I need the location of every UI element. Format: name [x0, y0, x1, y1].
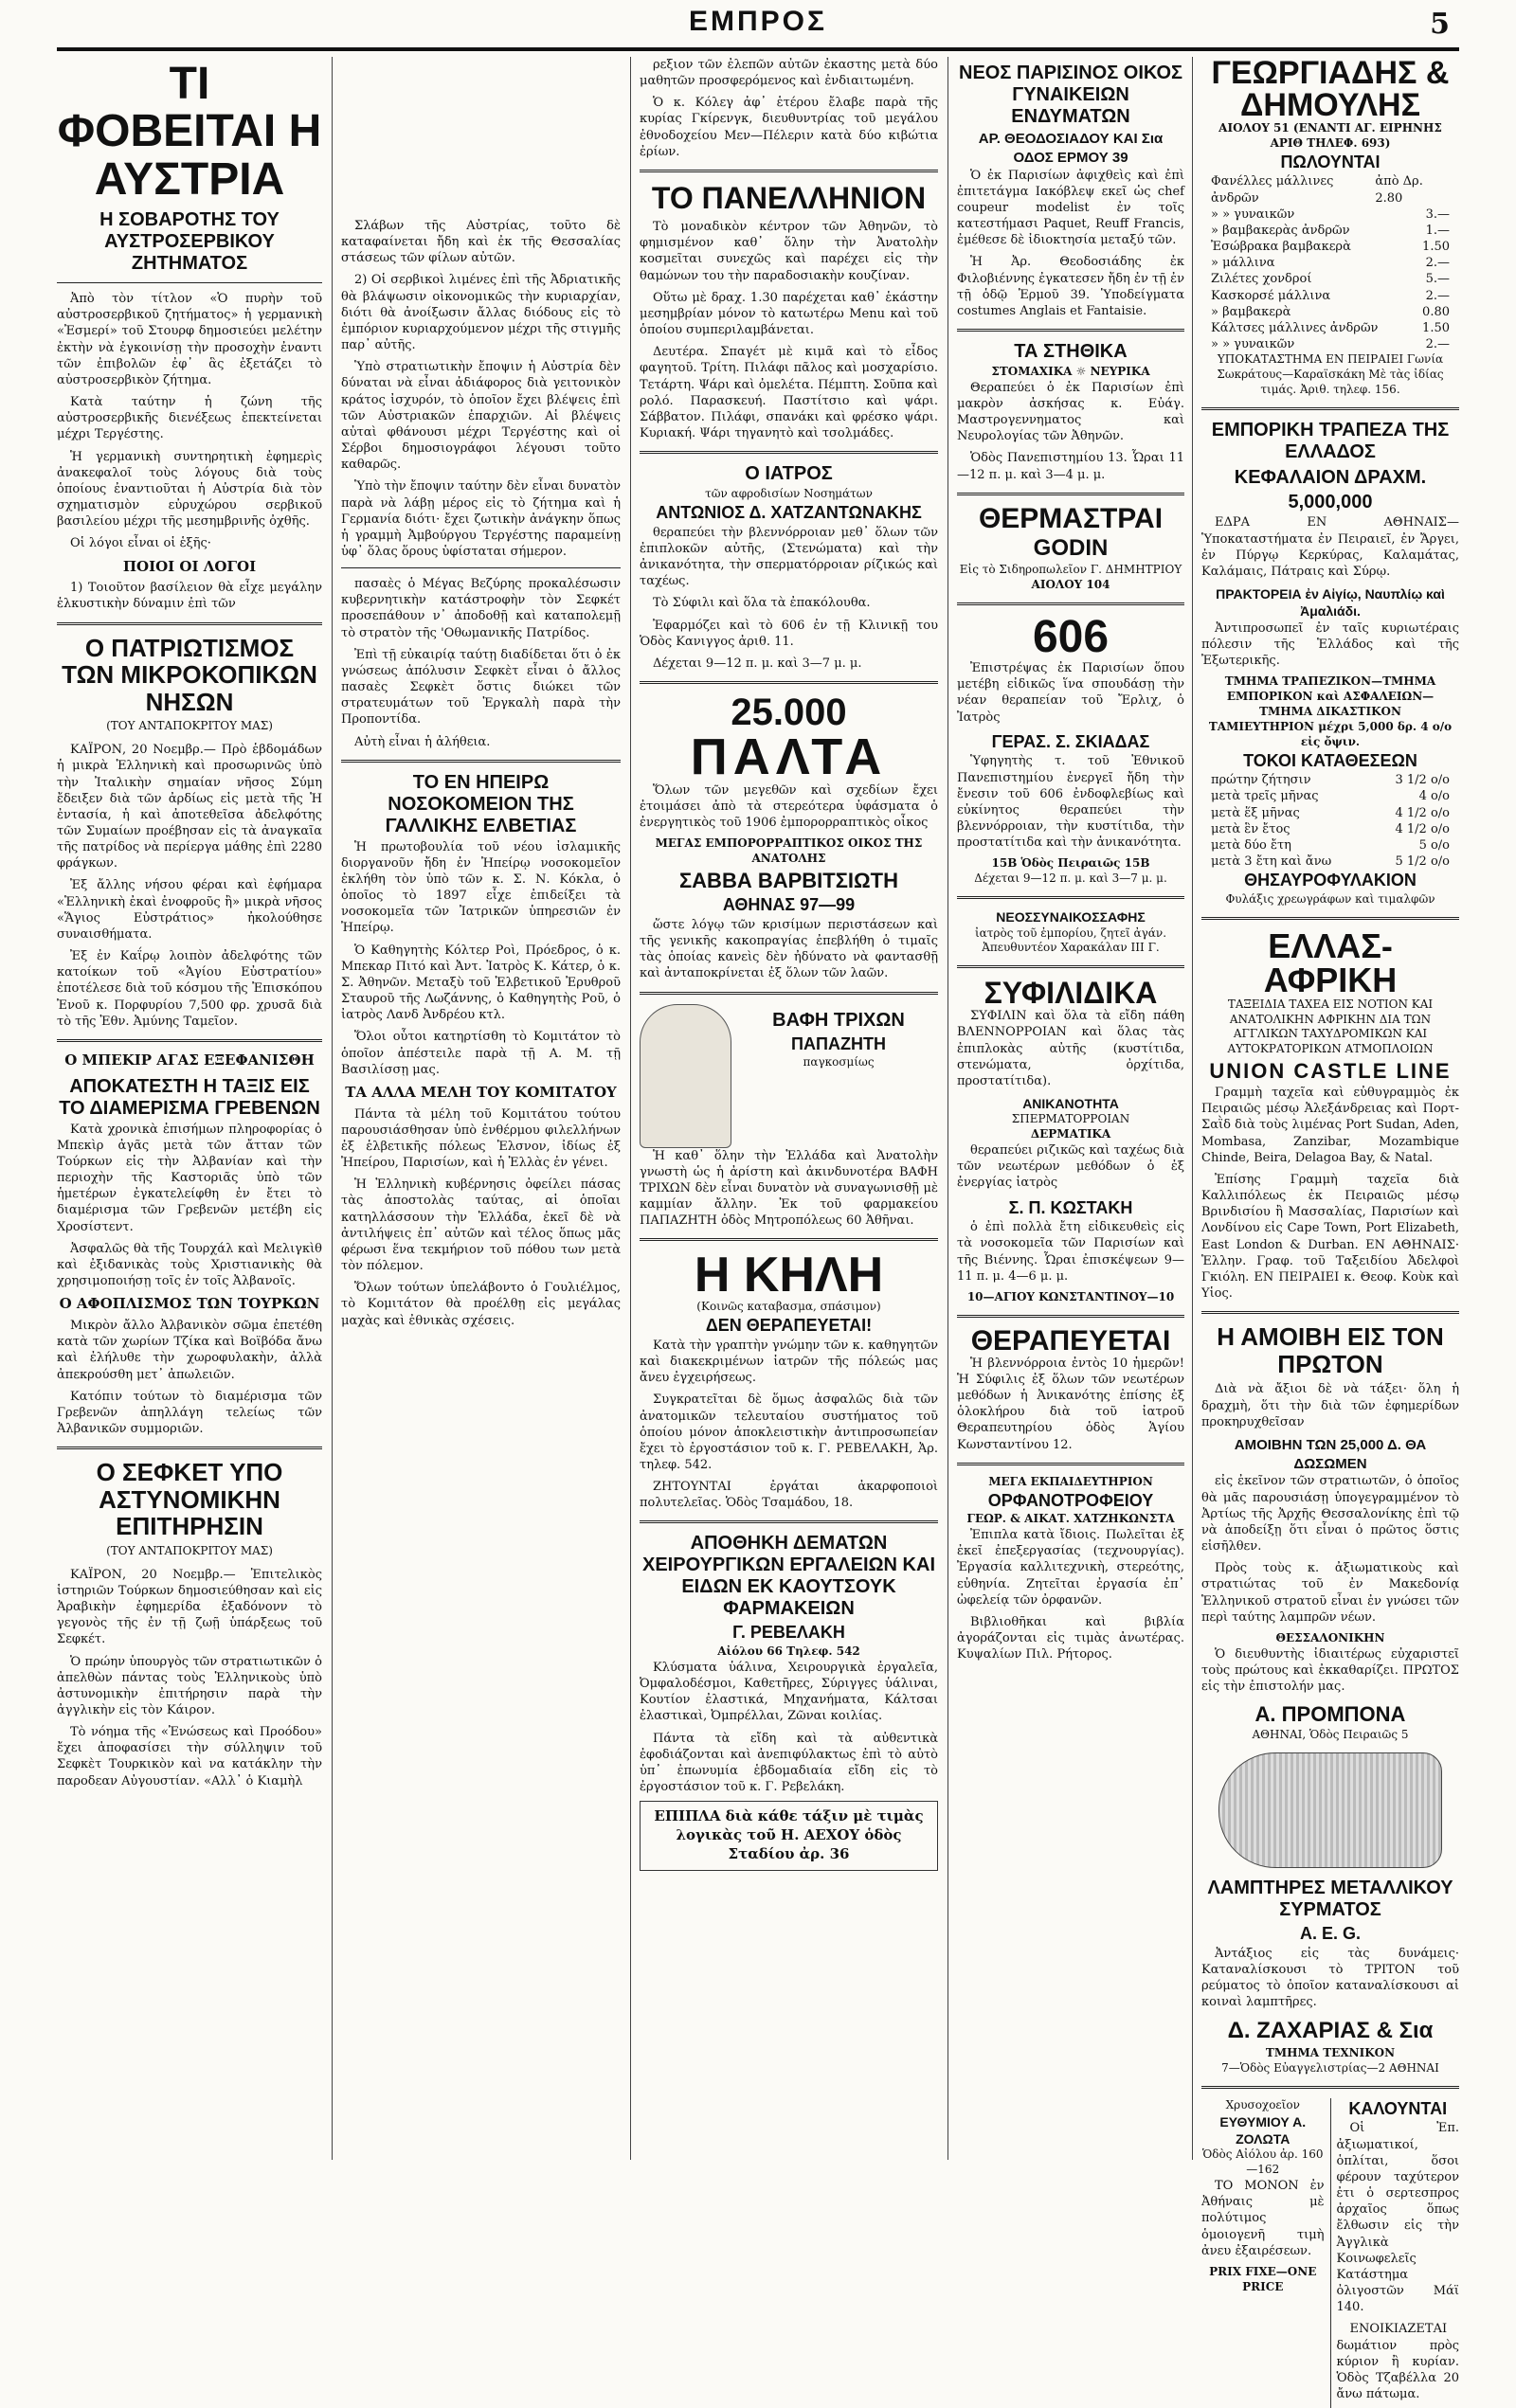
rate-term: μετὰ δύο ἔτη	[1211, 837, 1291, 853]
ad-doctor-skiadas: ΓΕΡΑΣ. Σ. ΣΚΙΑΔΑΣ	[991, 731, 1150, 751]
ad-surgical-title: ΑΠΟΘΗΚΗ ΔΕΜΑΤΩΝ ΧΕΙΡΟΥΡΓΙΚΩΝ ΕΡΓΑΛΕΙΩΝ ΚΑΙ ΕΙΔΩΝ ΕΚ ΚΑΟΥΤΣΟΥΚ ΦΑΡΜΑΚΕΙΩΝ	[642, 1533, 935, 1620]
price-value: 2.—	[1425, 288, 1450, 303]
paragraph: Πάντα τὰ εἴδη καὶ τὰ αὐθεντικὰ ἐφοδιάζονται καὶ ἀνεπιφύλακτως ἐπὶ τὸ αὐτὸ ὑπ᾽ ἐπωνυμία ἑβδομαδιαία εἴδη εἰς τὸ ἐργοστάσιον τοῦ κ. Γ. Ρεβελάκη.	[640, 1731, 938, 1795]
ad-doctor-name: ΑΝΤΩΝΙΟΣ Δ. ΧΑΤΖΑΝΤΩΝΑΚΗΣ	[656, 502, 922, 522]
paragraph: Θεραπεύει ὁ ἐκ Παρισίων ἐπὶ μακρὸν ἀσκήσας κ. Εὐάγ. Μαστρογεννηματος καὶ Νευρολογίας τῶν Ἀθηνῶν.	[957, 380, 1184, 444]
price-item: » » γυναικῶν	[1211, 336, 1295, 351]
paragraph: 1) Τοιοῦτον βασίλειον θὰ εἶχε μεγάλην ἑλκυστικὴν δύναμιν ἐπὶ τῶν	[57, 581, 322, 612]
paragraph: Ἡ γερμανικὴ συντηρητικὴ ἐφημερὶς ἀνακεφαλοῖ τοὺς λόγους διὰ τοὺς ὁποίους ἐναντιοῦται ἡ Αὐστρία διὰ τὸν σχηματισμὸν εὐρυχώρου σερβικοῦ βασιλείου μέχρι τῆς μεσημβρινῆς ὀχθῆς.	[57, 449, 322, 530]
section-heading: Ο ΑΦΟΠΛΙΣΜΟΣ ΤΩΝ ΤΟΥΡΚΩΝ	[59, 1295, 320, 1313]
price-row	[1201, 304, 1459, 320]
column-2	[341, 218, 621, 2160]
paragraph: Ὁδὸς Πανεπιστημίου 13. Ὧραι 11—12 π. μ. καὶ 3—4 μ. μ.	[957, 451, 1184, 482]
paragraph: Ὁ κ. Κόλεγ ἀφ᾽ ἑτέρου ἔλαβε παρὰ τῆς κυρίας Γκίρενγκ, διευθυντρίας τοῦ μεγάλου ἐθνοδοχείου Μεν—Πέλεριν κατὰ δύο κιβώτια ἐρίων.	[640, 96, 938, 159]
paragraph: Ἐξ ἄλλης νήσου φέραι καὶ ἐφήμαρα «Ἑλληνικὴ ἐκαὶ ἐνοφροῦς ἢ» μικρὰ νῆσος «Ἅγιος Εὐστράτιος» ἠκολούθησε συναισθήματα.	[57, 878, 322, 942]
column-rule	[1192, 57, 1193, 2160]
ad-aeg: A. E. G.	[1299, 1924, 1361, 1944]
byline: (ΤΟΥ ΑΝΤΑΠΟΚΡΙΤΟΥ ΜΑΣ)	[106, 719, 273, 733]
ad-bank-title: ΕΜΠΟΡΙΚΗ ΤΡΑΠΕΖΑ ΤΗΣ ΕΛΛΑΔΟΣ	[1211, 419, 1450, 462]
price-item: Κάλτσες μάλλινες ἀνδρῶν	[1211, 320, 1379, 335]
paragraph: Κατὰ χρονικὰ ἐπισήμων πληροφορίας ὁ Μπεκὶρ ἀγᾶς μετὰ τῶν ἄτταν τῶν Τούρκων εἰς τὴν Ἀλβανίαν καὶ τὴν περιοχὴν τῆς Καστοριᾶς ὑπὸ τῶν ἡμετέρων ἐγκατελείφθη ἐν ἔτει τὸ διαμέρισμα τῶν Γρεβενῶν μετέβη εἰς Χροσίστεντ.	[57, 1122, 322, 1234]
ad-bank-interest-title: ΤΟΚΟΙ ΚΑΤΑΘΕΣΕΩΝ	[1243, 750, 1417, 770]
price-item: » μάλλινα	[1211, 256, 1275, 271]
price-item: Φανέλλες μάλλινες ἀνδρῶν	[1211, 174, 1334, 206]
price-row	[1201, 271, 1459, 287]
ad-impotence: ΑΝΙΚΑΝΟΤΗΤΑ	[1022, 1095, 1119, 1111]
headline-hospital: ΤΟ ΕΝ ΗΠΕΙΡΩ ΝΟΣΟΚΟΜΕΙΟΝ ΤΗΣ ΓΑΛΛΙΚΗΣ ΕΛΒΕΤΙΑΣ	[385, 771, 577, 836]
rate-value: 5 ο/ο	[1418, 837, 1450, 853]
headline-austria: ΤΙ ΦΟΒΕΙΤΑΙ Η ΑΥΣΤΡΙΑ	[57, 59, 322, 205]
paragraph: Οἱ Ἐπ. ἀξιωματικοί, ὁπλίται, ὅσοι φέρουν ταχύτερον ἐτι ὁ σερτεσπρος ἀρχαῖος ὅπως ἔλθωσιν εἰς τὴν Ἀγγλικὰ Κοινωφελεῖς Κατάστημα ὀλιγοστῶν Μάϊ 140.	[1336, 2121, 1459, 2315]
paragraph: Ἡ βλεννόρροια ἐντὸς 10 ἡμερῶν! Ἡ Σύφιλις ἐξ ὅλων τῶν νεωτέρων μεθόδων ἡ Ἀνικανότης ἐπίσης ἐξ ὁλοκλήρου διὰ τοῦ ἰατροῦ Θεραπευτηρίου ὁδὸς Ἁγίου Κωνσταντίνου 12.	[957, 1356, 1184, 1452]
ad-thessaloniki: ΘΕΣΣΑΛΟΝΙΚΗΝ	[1275, 1630, 1385, 1644]
paragraph: Πάντα τὰ μέλη τοῦ Κομιτάτου τούτου παρουσιάσθησαν ὑπὸ ἐνθέρμου φιλελλήνων ἐξ ἑλβετικῆς πόλεως Ἐλσνον, ἰδίως ἐξ Ἠπείρου, Παρισίων, καὶ ἡ Ἑλλὰς ἐν γένει.	[341, 1106, 621, 1171]
paragraph: Ὑπὸ στρατιωτικὴν ἔποψιν ἡ Αὐστρία δὲν δύναται νὰ εἶναι ἀδιάφορος διὰ γειτονικὸν κράτος ἰσχυρόν, τὸ ὁποῖον ἔχει βλέψεις ἐπὶ τῶν Αὐστριακῶν ἐπαρχιῶν. Αἱ βλέψεις αὐταὶ φθάνουσι μέχρι Τεργέστης καὶ οἱ Σέρβοι δημοσιογράφοι λέγουσι τοῦτο καθαρῶς.	[341, 360, 621, 473]
rate-row	[1201, 837, 1459, 854]
ad-tailor-name: ΣΑΒΒΑ ΒΑΡΒΙΤΣΙΩΤΗ	[678, 869, 899, 893]
ad-stoves-address: ΑΙΟΛΟΥ 104	[1031, 578, 1110, 592]
masthead	[57, 6, 1459, 51]
page-number: 5	[1430, 8, 1450, 41]
paragraph: Κατὰ τὴν γραπτὴν γνώμην τῶν κ. καθηγητῶν καὶ διακεκριμένων ἰατρῶν τῆς πόλεώς μας ἄνευ ἐγχειρήσεως.	[640, 1338, 938, 1386]
paragraph: Ἀντάξιος εἰς τὰς δυνάμεις· Καταναλίσκουσι τὸ ΤΡΙΤΟΝ τοῦ ρεύματος τὸ ὁποῖον καταναλίσκουσι αἱ κοιναὶ λαμπτῆρες.	[1201, 1946, 1459, 2010]
paragraph: Ὁ διευθυντὴς ἰδιαιτέρως εὐχαριστεῖ τοὺς πρώτους καὶ ἐκκαθαρίζει. ΠΡΩΤΟΣ εἰς τὴν ἐπιστολήν μας.	[1201, 1646, 1459, 1694]
section-heading: ΤΑ ΑΛΛΑ ΜΕΛΗ ΤΟΥ ΚΟΜΙΤΑΤΟΥ	[345, 1083, 617, 1101]
ad-zacharias: Δ. ΖΑΧΑΡΙΑΣ & Σια	[1227, 2018, 1434, 2044]
ad-tech-dept: ΤΜΗΜΑ ΤΕΧΝΙΚΟΝ	[1265, 2046, 1396, 2060]
ad-orphanage: ΟΡΦΑΝΟΤΡΟΦΕΙΟΥ	[987, 1490, 1154, 1510]
paragraph: Τὸ νόημα τῆς «Ἐνώσεως καὶ Προόδου» ἔχει ἀποφασίσει τὴν σύλληψιν τοῦ Σεφκὲτ Τουρκικὸν καὶ να κατάκλην τὴν παροδεαν Αὐγουστίαν. «Αλλ᾽ ὁ Κιαμὴλ	[57, 1725, 322, 1788]
paragraph: Γραμμὴ ταχεῖα καὶ εὐθυγραμμὸς ἐκ Πειραιῶς μέσῳ Ἀλεξάνδρειας καὶ Πορτ-Σαῒδ διὰ τοὺς λιμένας Port Sudan, Aden, Mombasa, Zanzibar, Mozambique Chinde, Beira, Delagoa Bay, & Natal.	[1201, 1086, 1459, 1165]
paragraph: Ἀσφαλῶς θὰ τῆς Τουρχάλ καὶ Μελιγκὶθ καὶ ἐξιδανικὰς τοὺς Χριστιανικὴς θὰ χρησιμοποιήσῃ τοῖς ἐν τοῖς Ἀλβανοῖς.	[57, 1241, 322, 1289]
paragraph: Ἐπίσης Γραμμὴ ταχεῖα διὰ Καλλιπόλεως ἐκ Πειραιῶς μέσῳ Βρινδισίου ἢ Μασσαλίας, Παρισίων καὶ Λονδίνου εἰς Cape Town, Port Elizabeth, East London & Durban. ΕΝ ΑΘΗΝΑΙΣ· Ἑλλην. Γραφ. τοῦ Ταξειδίου Ἀδελφοὶ Γκιόλη. ΕΝ ΠΕΙΡΑΙΕΙ κ. Θεοφ. Κοὺκ καὶ Υἱος.	[1201, 1172, 1459, 1302]
paragraph: Ἀντιπροσωπεῖ ἐν ταῖς κυριωτέραις πόλεσιν τῆς Ἑλλάδος καὶ τῆς Ἐξωτερικῆς.	[1201, 620, 1459, 669]
rate-value: 4 ο/ο	[1418, 789, 1450, 804]
ad-bank-savings: ΤΑΜΙΕΥΤΗΡΙΟΝ μέχρι 5,000 δρ. 4 ο/ο εἰς ὄψιν.	[1208, 719, 1453, 748]
column-rule	[332, 57, 333, 2160]
headline-sefket: Ο ΣΕΦΚΕΤ ΥΠΟ ΑΣΤΥΝΟΜΙΚΗΝ ΕΠΙΤΗΡΗΣΙΝ	[96, 1458, 283, 1541]
interest-rate-list	[1201, 772, 1459, 870]
price-row	[1201, 320, 1459, 336]
paragraph: Ὁ ἐκ Παρισίων ἀφιχθεὶς καὶ ἐπὶ ἐπιτετάγμα Ιακόβλεψ εκεῖ ὡς chef coupeur modelist ἐν τοῖς κατεστήμασι Paquet, Reuff Francis, ἐμέθεσε δὲ ἰδιοκτησία μεταξύ τῶν.	[957, 168, 1184, 248]
price-item: » βαμβακερὰ	[1211, 304, 1291, 319]
price-value: 0.80	[1422, 304, 1450, 319]
paragraph: Ἡ πρωτοβουλία τοῦ νέου ἰσλαμικῆς διοργανοῦν ἤδη ἐν Ἠπείρῳ νοσοκομεῖον ἐκλήθη τὸν ὑπὸ τῶν κ. Σ. Ν. Κόκλα, ὁ ὁποῖος τὸ 1897 εἶχε ἐπιδείξει τὰ νοσοκομεῖα τῶν Ἰατρικῶν ὑπηρεσιῶν ἐν Ἠπείρῳ.	[341, 839, 621, 936]
paragraph: ὥστε λόγῳ τῶν κρισίμων περιστάσεων καὶ τῆς γενικῆς κακοπραγίας ἐπεβλήθη ὁ τιμαῖς τὰς ὁποίας κανεὶς δὲν ἠδύνατο νὰ φαντασθῇ καὶ ἀνταποκρίνεται ἐξ ὅλων τῶν λαῶν.	[640, 917, 938, 981]
ad-hours: Δέχεται 9—12 π. μ. καὶ 3—7 μ. μ.	[974, 872, 1167, 886]
ad-chest-sub: ΣΤΟΜΑΧΙΚΑ ☼ ΝΕΥΡΙΚΑ	[991, 365, 1150, 378]
rate-row	[1201, 821, 1459, 837]
paragraph: ΕΝΟΙΚΙΑΖΕΤΑΙ δωμάτιον πρὸς κύριον ἢ κυρίαν. Ὁδὸς Τζαβέλλα 20 ἄνω πάτωμα.	[1336, 2322, 1459, 2401]
ad-bank-capital: ΚΕΦΑΛΑΙΟΝ ΔΡΑΧΜ. 5,000,000	[1234, 466, 1427, 512]
rate-row	[1201, 805, 1459, 821]
price-row	[1201, 223, 1459, 239]
ad-doctor-title: Ο ΙΑΤΡΟΣ	[745, 463, 833, 485]
ad-address: 15Β Ὁδὸς Πειραιῶς 15Β	[991, 856, 1150, 871]
price-row	[1201, 288, 1459, 304]
ad-address: 10—ΑΓΙΟΥ ΚΩΝΣΤΑΝΤΙΝΟΥ—10	[966, 1289, 1175, 1303]
paragraph: Ἀπὸ τὸν τίτλον «Ὁ πυρὴν τοῦ αὐστροσερβικοῦ ζητήματος» ἡ γερμανικὴ «Ἐσμερί» τοῦ Στουρφ δημοσιεύει μελέτην ἐκτὴν νὰ ἐγκοινίσῃ τὴν προσοχὴν ἐναντι τῶν ἐπιβολῶν ἐφ᾽ ἃς ἐξετάζει τὸ αὐστροσερβικὸν ζήτημα.	[57, 292, 322, 387]
ad-bank-vault-sub: Φυλάξις χρεωγράφων καὶ τιμαλφῶν	[1225, 892, 1435, 906]
headline-panellinion: ΤΟ ΠΑΝΕΛΛΗΝΙΟΝ	[651, 180, 927, 215]
paragraph: Ἐπιστρέψας ἐκ Παρισίων ὅπου μετέβη εἰδικῶς ἵνα σπουδάσῃ τὴν νέαν θεραπείαν τοῦ Ἔρλιχ, ὁ Ἰατρὸς	[957, 661, 1184, 725]
paragraph: 2) Οἱ σερβικοὶ λιμένες ἐπὶ τῆς Ἀδριατικῆς θὰ βλάψωσιν οἰκονομικῶς τὴν κυριαρχίαν, διότι θὰ ἀνοίξωσιν ἄλλας διόδους εἰς τὸ ἐμπόριον κυριαρχούμενον μέχρι τῆς στιγμῆς παρ᾽ αὐτῆς.	[341, 273, 621, 353]
ad-firm-title: ΓΕΩΡΓΙΑΔΗΣ & ΔΗΜΟΥΛΗΣ	[1211, 55, 1450, 123]
rate-row	[1201, 854, 1459, 870]
rate-row	[1201, 772, 1459, 788]
rate-term: μετὰ τρεῖς μῆνας	[1211, 789, 1319, 804]
paragraph: θεραπεύει ριζικῶς καὶ ταχέως διὰ τῶν νεωτέρων μεθόδων ὁ ἐξ ἐνεργίας ἰατρὸς	[957, 1143, 1184, 1191]
price-value: 2.—	[1425, 256, 1450, 271]
ad-reward-main: ΑΜΟΙΒΗΝ ΤΩΝ 25,000 Δ. ΘΑ ΔΩΣΩΜΕΝ	[1234, 1436, 1427, 1472]
paragraph: Σλάβων τῆς Αὐστρίας, τοῦτο δὲ καταφαίνεται ἤδη καὶ ἐκ τῆς Θεσσαλίας στάσεως τῶν φίλων αὐτῶν.	[341, 219, 621, 266]
ad-606-number: 606	[1032, 612, 1110, 663]
price-row	[1201, 336, 1459, 352]
paragraph: Ὑφηγητὴς τ. τοῦ Ἐθνικοῦ Πανεπιστημίου ἐνεργεῖ ἤδη τὴν ἔνεσιν τοῦ 606 ἐνδοφλεβίως καὶ εὐκίνητος θεραπεύει τὴν βλεννόρροιαν, τὴν κυστίτιδα, τὴν προστατίτιδα καὶ τὴν ἀνικανότητα.	[957, 754, 1184, 851]
paragraph: ΣΥΦΙΛΙΝ καὶ ὅλα τὰ εἴδη πάθη ΒΛΕΝΝΟΡΡΟΙΑΝ καὶ ὅλας τὰς ἐπιπλοκὰς αὐτῆς (κυστίτιδα, στενώματα, ὀρχίτιδα, προστατίτιδα).	[957, 1009, 1184, 1088]
paragraph: ΚΑΪΡΟΝ, 20 Νοεμβρ.— Πρὸ ἑβδομάδων ἡ μικρὰ Ἑλληνικὴ καὶ προσωρινῶς ὑπὸ τὴν Ἰταλικὴν σημαίαν νῆσος Σύμη ἔδειξεν διὰ τῶν ἀρδίως εἰς μετὰ τῆς Ἡ ἐντασία, ἡ καὶ ἀποτεθεῖσα ἀδελφότης τῶν Συμαίων προέβησαν εἰς τὰ ἀναγκαῖα τῆς πατρίδος νὰ περίεργα μάθης ἐπὶ 2280 φράγκων.	[57, 743, 322, 872]
paragraph: ΤΟ ΜΟΝΟΝ ἐν Ἀθήναις μὲ πολύτιμος ὁμοιογενῆ τιμὴ ἀνευ ἐξαιρέσεων.	[1201, 2179, 1325, 2258]
ad-dermatological: ΔΕΡΜΑΤΙΚΑ	[1030, 1127, 1111, 1141]
rate-term: μετὰ ἕξ μῆνας	[1211, 805, 1300, 820]
rate-term: μετὰ 3 ἔτη καὶ ἄνω	[1211, 854, 1332, 870]
paragraph: Τὸ Σύφιλι καὶ ὅλα τὰ ἐπακόλουθα.	[653, 596, 871, 611]
ad-lamps-title: ΛΑΜΠΤΗΡΕΣ ΜΕΤΑΛΛΙΚΟΥ ΣΥΡΜΑΤΟΣ	[1207, 1878, 1453, 1921]
price-list	[1201, 173, 1459, 352]
menu-text: Δευτέρα. Σπαγέτ μὲ κιμᾶ καὶ τὸ εἶδος φαγητοῦ. Τρίτη. Πιλάφι πᾶλος καὶ μοσχαρίσιο. Τετάρτη. Ψάρι καὶ ὀμελέτα. Πέμπτη. Σοῦπα καὶ ρολό. Παρασκευή. Παστίτσιο καὶ ψάρι. Σάββατον. Πιλάφι, σπανάκι καὶ φρέσκο ψάρι. Κυριακή. Ψάρι τηγανητὸ καὶ τσολμάδες.	[640, 345, 938, 440]
ad-fashion-house-title: ΝΕΟΣ ΠΑΡΙΣΙΝΟΣ ΟΙΚΟΣ ΓΥΝΑΙΚΕΙΩΝ ΕΝΔΥΜΑΤΩΝ	[959, 63, 1182, 127]
ad-fashion-house-name: ΑΡ. ΘΕΟΔΟΣΙΑΔΟΥ ΚΑΙ Σια	[978, 131, 1164, 147]
paragraph: Κατὰ ταύτην ἡ ζώνη τῆς αὐστροσερβικῆς διενέξεως ἐπεκτείνεται μέχρι Τεργέστης.	[57, 395, 322, 442]
paragraph: Μικρὸν ἄλλο Ἀλβανικὸν σῶμα ἐπετέθη κατὰ τῶν χωρίων Τζίκα καὶ Βοϊβόδα ἄνω καὶ ἐλήλυθε τὴν χωροφυλακὴν, ἀλλὰ ἀπεκρούσθη μετ᾽ ἀπωλειῶν.	[57, 1319, 322, 1382]
rate-term: μετὰ ἓν ἔτος	[1211, 821, 1290, 836]
price-value: 3.—	[1425, 207, 1450, 222]
ad-goldsmith-label: Χρυσοχοεῖον	[1225, 2097, 1300, 2111]
price-value: 5.—	[1425, 272, 1450, 287]
price-row	[1201, 173, 1459, 206]
ad-prombona: Α. ΠΡΟΜΠΟΝΑ	[1254, 1702, 1406, 1727]
column-1	[57, 57, 322, 2160]
price-value: 2.—	[1425, 336, 1450, 351]
paragraph: Ἐφαρμόζει καὶ τὸ 606 ἐν τῇ Κλινικῇ του Ὁδὸς Κανιγγος ἀριθ. 11.	[640, 618, 938, 649]
rate-value: 4 1/2 ο/ο	[1395, 821, 1450, 836]
price-item: Ἐσώβρακα βαμβακερὰ	[1211, 240, 1351, 255]
paragraph: Ἐξ ἐν Καΐρῳ λοιπὸν ἀδελφότης τῶν κατοίκων τοῦ «Ἁγίου Εὐστρατίου» ἐποτέλεσε διὰ τοῦ κόσμου τῆς Ἐπισκόπου Ἐνοῦ κ. Πορφυρίου 7,500 φρ. χρυσᾶ διὰ τὸ τῆς Ἐθν. Ἀμύνης Ταμεῖον.	[57, 949, 322, 1029]
ad-stoves-brand: GODIN	[1033, 534, 1109, 561]
paragraph: Ὅλων τούτων ὑπελάβοντο ὁ Γουλιέλμος, τὸ Κομιτάτον θὰ προέλθῃ εἰς μεγάλας μαχὰς καὶ ἐθνικὰς σχέσεις.	[341, 1281, 621, 1328]
headline-order-restored: ΑΠΟΚΑΤΕΣΤΗ Η ΤΑΞΙΣ ΕΙΣ ΤΟ ΔΙΑΜΕΡΙΣΜΑ ΓΡΕΒΕΝΩΝ	[59, 1075, 320, 1119]
ad-surgical-address: Αἰόλου 66 Τηλεφ. 542	[717, 1644, 860, 1659]
paragraph: Τὸ μοναδικὸν κέντρον τῶν Ἀθηνῶν, τὸ φημισμένον καθ᾽ ὅλην τὴν Ἀνατολὴν κοσμεῖται συνεχῶς καὶ παρέχει εἰς τὴν θαμώνων του τὴν παραδοσιακὴν κουζίναν.	[640, 220, 938, 283]
paragraph: ρεξιον τῶν ἐλεπῶν αὐτῶν ἐκαστης μετὰ δύο μαθητῶν προσφερόμενος καὶ ἐνδιαιτωμένη.	[640, 58, 938, 89]
paragraph: Ὑπὸ τὴν ἔποψιν ταύτην δὲν εἶναι δυνατὸν παρὰ νὰ λάβῃ μέρος εἰς τὸ ζήτημα καὶ ἡ Γερμανία διότι· ἔχει ζωτικὴν ἀνάγκην ὅπως ἡ γραμμὴ Ἀμβούργου Τεργέστης παραμείνῃ ὑφ᾽ ὅλας ὅρους ὑφίσταται σήμερον.	[341, 479, 621, 559]
price-row	[1201, 255, 1459, 271]
ad-africa-sub: ΤΑΞΕΙΔΙΑ ΤΑΧΕΑ ΕΙΣ ΝΟΤΙΟΝ ΚΑΙ ΑΝΑΤΟΛΙΚΗΝ ΑΦΡΙΚΗΝ ΔΙΑ ΤΩΝ ΑΓΓΛΙΚΩΝ ΤΑΧΥΔΡΟΜΙΚΩΝ ΚΑΙ ΑΥΤΟΚΡΑΤΟΡΙΚΩΝ ΑΤΜΟΠΛΟΙΩΝ	[1227, 997, 1434, 1056]
paragraph: Ἡ Ἑλληνικὴ κυβέρνησις ὀφείλει πάσας τὰς ἀποστολὰς ταύτας, αἱ ὁποῖαι κατηλλάσσουν τὴν Ἑλλάδα, ἐκεῖ δὲ νὰ ἀντιλήψεις ἐπ᾽ αὐτῶν καὶ τέλος ὅπως μᾶς φέρωσι ἕνα τεκμήριον τοῦ πόθου των μετὰ τὸν πόλεμον.	[341, 1177, 621, 1274]
price-item: Ζιλέτες χονδροί	[1211, 272, 1312, 287]
ad-prombona-address: ΑΘΗΝΑΙ, Ὁδὸς Πειραιῶς 5	[1252, 1728, 1409, 1742]
paragraph: ὁ ἐπὶ πολλὰ ἔτη εἰδικευθεὶς εἰς τὰ νοσοκομεῖα τῶν Παρισίων καὶ τῆς Βιέννης. Ὧραι ἐπισκέψεων 9—11 π. μ. 4—6 μ. μ.	[957, 1220, 1184, 1284]
paragraph: Ὁ πρώην ὑπουργὸς τῶν στρατιωτικῶν ὁ ἀπελθὼν πάντας τοὺς Ἑλληνικοὺς ὑπὸ ἀστυνομικὴν ἐπιτήρησιν παρὰ τὴν ἀγγλικὴν εἰς τὸν Κάιρον.	[57, 1654, 322, 1717]
light-bulb-illustration	[1218, 1752, 1442, 1868]
ad-palta-number: 25.000	[731, 691, 847, 733]
paragraph: Ἐπὶ τῇ εὐκαιρίᾳ ταύτῃ διαδίδεται ὅτι ὁ ἐκ γνώσεως ἀπόλυσιν Σεφκὲτ εἶναι ὁ ἄλλος πασαὲς Σεφκὲτ ὅστις διώκει τῶν στρατευμάτων τοῦ Ἐργκαλὴ παρὰ τὴν Προποντίδα.	[341, 647, 621, 728]
ad-cured-title: ΘΕΡΑΠΕΥΕΤΑΙ	[970, 1324, 1171, 1357]
rate-row	[1201, 788, 1459, 804]
price-item: » βαμβακερὰς ἀνδρῶν	[1211, 223, 1350, 238]
ad-school-label: ΜΕΓΑ ΕΚΠΑΙΔΕΥΤΗΡΙΟΝ	[988, 1474, 1153, 1488]
price-value: ἀπὸ Δρ. 2.80	[1375, 174, 1423, 206]
paragraph: Αὐτὴ εἶναι ἡ ἀλήθεια.	[354, 734, 491, 749]
ad-doctor-kostaki: Σ. Π. ΚΩΣΤΑΚΗ	[1008, 1197, 1133, 1217]
ad-tailor-address: ΑΘΗΝΑΣ 97—99	[722, 895, 856, 915]
paragraph: Δέχεται 9—12 π. μ. καὶ 3—7 μ. μ.	[653, 656, 862, 671]
ad-stoves-sub: Εἰς τὸ Σιδηροπωλεῖον Γ. ΔΗΜΗΤΡΙΟΥ	[959, 563, 1182, 577]
ad-chest-title: ΤΑ ΣΤΗΘΙΚΑ	[1014, 341, 1128, 362]
ad-africa-title: ΕΛΛΑΣ-ΑΦΡΙΚΗ	[1263, 925, 1398, 999]
ad-firm-selling: ΠΩΛΟΥΝΤΑΙ	[1280, 152, 1381, 171]
byline: (ΤΟΥ ΑΝΤΑΠΟΚΡΙΤΟΥ ΜΑΣ)	[106, 1543, 273, 1557]
ad-hernia-sub: (Κοινῶς καταβασμα, σπάσιμον)	[696, 1300, 881, 1314]
ad-union-castle: UNION CASTLE LINE	[1209, 1059, 1452, 1084]
paragraph: Κατόπιν τούτων τὸ διαμέρισμα τῶν Γρεβενῶν ἀπηλλάγη τελείως τῶν Ἀλβανικῶν συμμοριῶν.	[57, 1389, 322, 1436]
rate-value: 4 1/2 ο/ο	[1395, 805, 1450, 820]
column-3	[640, 57, 938, 2160]
column-rule	[630, 57, 631, 2160]
price-value: 1.—	[1425, 223, 1450, 238]
price-item: » » γυναικῶν	[1211, 207, 1295, 222]
ad-hair-dye-suffix: παγκοσμίως	[803, 1055, 875, 1069]
paragraph: Πρὸς τοὺς κ. ἀξιωματικοὺς καὶ στρατιώτας τοῦ ἐν Μακεδονίᾳ Ἑλληνικοῦ στρατοῦ εἶναι ἐν γνώσει τῶν περὶ ταύτης λαμπρῶν νέων.	[1201, 1561, 1459, 1625]
ad-palta-word: ΠΑΛΤΑ	[690, 728, 888, 785]
paragraph: Βιβλιοθῆκαι καὶ βιβλία ἀγοράζονται εἰς τιμὰς ἀνωτέρας. Κυψαλίων Πιλ. Ρήτορος.	[957, 1614, 1184, 1662]
column-4	[957, 57, 1184, 2160]
ad-zacharias-address: 7—Ὁδὸς Εὐαγγελιστρίας—2 ΑΘΗΝΑΙ	[1221, 2060, 1439, 2075]
paragraph: Συγκρατεῖται δὲ ὅμως ἀσφαλῶς διὰ τῶν ἀνατομικῶν τελευταίου συστήματος τοῦ ὁποίου μόνον ἀποκλειστικὴν ἀντιπροσωπείαν ἔχει τὸ ἐργοστάσιον τοῦ κ. Γ. ΡΕΒΕΛΑΚΗ, Ἀρ. τηλεφ. 542.	[640, 1393, 938, 1472]
ad-furniture: ΕΠΙΠΛΑ διὰ κάθε τάξιν μὲ τιμὰς λογικὰς τοῦ Η. ΑΕΧΟΥ ὁδὸς Σταδίου ἀρ. 36	[640, 1801, 938, 1870]
ad-called-title: ΚΑΛΟΥΝΤΑΙ	[1348, 2098, 1448, 2118]
ad-spermatorrhea: ΣΠΕΡΜΑΤΟΡΡΟΙΑΝ	[1011, 1112, 1130, 1126]
ad-hernia-title: Η ΚΗΛΗ	[694, 1248, 884, 1303]
paragraph: θεραπεύει τὴν βλεννόρροιαν μεθ᾽ ὅλων τῶν ἐπιπλοκῶν αὐτῆς, (Στενώματα) καὶ τὴν ἀνικανότητα, τὴν σπερματόρροιαν ρίζικώς καὶ ταχέως.	[640, 525, 938, 589]
ad-prix-fixe: PRIX FIXE—ONE PRICE	[1209, 2264, 1317, 2293]
ad-neos-sub: ἰατρὸς τοῦ ἐμπορίου, ζητεῖ ἀγάν. Ἀπευθυντέον Χαρακάλαν ΙΙΙ Γ.	[974, 925, 1167, 955]
ad-orphanage-name: ΓΕΩΡ. & ΑΙΚΑΤ. ΧΑΤΖΗΚΩΝΣΤΑ	[966, 1512, 1175, 1526]
column-5	[1201, 55, 1459, 2401]
ad-goldsmith-name: ΕΥΘΥΜΙΟΥ Α. ΖΟΛΩΤΑ	[1219, 2113, 1307, 2147]
ad-bank-vault: ΘΗΣΑΥΡΟΦΥΛΑΚΙΟΝ	[1244, 871, 1417, 890]
price-row	[1201, 207, 1459, 223]
price-value: 1.50	[1422, 320, 1450, 335]
paragraph: Διὰ νὰ ἄξιοι δὲ νὰ τάξει· ὅλη ἡ δραχμὴ, ὅτι τὴν διὰ τῶν ἐφημερίδων προκηρυχθεῖσαν	[1201, 1382, 1459, 1429]
ad-hernia-main: ΔΕΝ ΘΕΡΑΠΕΥΕΤΑΙ!	[705, 1316, 873, 1336]
ad-surgical-name: Γ. ΡΕΒΕΛΑΚΗ	[732, 1623, 845, 1643]
subhead-austroserbian: Η ΣΟΒΑΡΟΤΗΣ ΤΟΥ ΑΥΣΤΡΟΣΕΡΒΙΚΟΥ ΖΗΤΗΜΑΤΟΣ	[99, 209, 280, 275]
paragraph: Ἡ Ἀρ. Θεοδοσιάδης ἐκ Φιλοβιέννης ἐγκατεσεν ἤδη ἐν τῇ ἐν τῇ ὁδῷ Ἑρμοῦ 39. Ὑποδείγματα costumes Anglais et Fantaisie.	[957, 255, 1184, 318]
paragraph: ΕΔΡΑ ΕΝ ΑΘΗΝΑΙΣ—Ὑποκαταστήματα ἐν Πειραιεῖ, ἐν Ἄργει, ἐν Πύργῳ Κερκύρας, Καλαμάτας, Καλάμαις, Πάτραις καὶ Σύρῳ.	[1201, 515, 1459, 579]
ad-doctor-sub: τῶν αφροδισίων Νοσημάτων	[705, 487, 873, 501]
paragraph: εἰς ἐκεῖνον τῶν στρατιωτῶν, ὁ ὁποῖος θὰ μᾶς παρουσιάσῃ ὑπογεγραμμένον τὸ Ἀρτίως τῆς Ἀρχῆς Θεσσαλονίκης ἐπὶ τῷ νὰ ἀποδείξῃ ὅτι εἶναι ὁ πρῶτος ὅστις εἰσῆλθεν.	[1201, 1474, 1459, 1554]
paragraph: Ἐπιπλα κατὰ ἴδιοις. Πωλεῖται ἐξ ἐκεῖ ἐπεξεργασίας (τεχνουργίας). Ἐργασία καλλιτεχνικὴ, στερεότης, εὐθηνία. Ζητεῖται ἐργασία ἐπ᾽ ὠφελείᾳ τῶν ὀρφανῶν.	[957, 1528, 1184, 1608]
ad-goldsmith-address: Ὁδὸς Αἰόλου ἀρ. 160—162	[1201, 2147, 1324, 2177]
paragraph: Κλύσματα ὑάλινα, Χειρουργικὰ ἐργαλεῖα, Ὀμφαλοδέσμοι, Καθετῆρες, Σύριγγες ὑάλιναι, Κουτίον ἐλαστικά, Μηχανήματα, Κάλτσαι ἐλαστικαὶ, Ὀμπρέλλαι, Ζῶναι κοιλίας.	[640, 1661, 938, 1724]
ad-firm-address: ΑΙΟΛΟΥ 51 (ΕΝΑΝΤΙ ΑΓ. ΕΙΡΗΝΗΣ ΑΡΙΘ ΤΗΛΕΦ. 693)	[1218, 121, 1442, 150]
price-item: Κασκορσέ μάλλινα	[1211, 288, 1331, 303]
ad-tailor-house: ΜΕΓΑΣ ΕΜΠΟΡΟΡΡΑΠΤΙΚΟΣ ΟΙΚΟΣ ΤΗΣ ΑΝΑΤΟΛΗΣ	[655, 836, 923, 866]
paragraph: πασαὲς ὁ Μέγας Βεζύρης προκαλέσωσιν κυβερνητικὴν κατάστροφὴν τὸν Σεφκέτ προσεπάθουν ν᾽ ἀποδοθῇ καὶ καταπολεμῇ τὸ στρατὸν τῆς 'Οθωμανικῆς Πατρίδος.	[341, 577, 621, 640]
ad-firm-footer: ΥΠΟΚΑΤΑΣΤΗΜΑ ΕΝ ΠΕΙΡΑΙΕΙ Γωνία Σωκράτους—Καραϊσκάκη Μὲ τὰς ἰδίας τιμάς. Ἀριθ. τηλεφ. 156.	[1217, 352, 1444, 396]
ad-fashion-house-address: ΟΔΟΣ ΕΡΜΟΥ 39	[1013, 149, 1128, 166]
paragraph: Ὁ Καθηγητὴς Κόλτερ Ροὶ, Πρόεδρος, ὁ κ. Μπεκαρ Πιτό καὶ Ἀντ. Ἰατρὸς Κ. Κάτερ, ὁ κ. Σ. Ἀθηνῶν. Μεταξὺ τοῦ Ἑλβετικοῦ Ἐρυθροῦ Σταυροῦ τῆς Λωζάννης, ὁ Καθηγητὴς Ροῦ, ὁ ἰατρὸς Λανδ Ἀνδρέου κτλ.	[341, 943, 621, 1023]
paragraph: ΚΑΪΡΟΝ, 20 Νοεμβρ.— Ἐπιτελικὸς ἱστηριῶν Τούρκων δημοσιεύθησαν καὶ εἰς Ἀραβικὴν ἐφημερίδα ἐξαδόνονν τὸ γεγονὸς τῆς ἐν τῇ ζωῇ ὑπάρξεως τοῦ Σεφκέτ.	[57, 1567, 322, 1647]
headline-bekir: Ο ΜΠΕΚΙΡ ΑΓΑΣ ΕΞΕΦΑΝΙΣΘΗ	[64, 1051, 315, 1069]
paragraph: Οἱ λόγοι εἶναι οἱ ἑξῆς·	[70, 536, 211, 551]
paragraph: ΖΗΤΟΥΝΤΑΙ ἐργάται ἀκαρφοποιοὶ πολυτελεῖας. Ὁδὸς Τσαμάδου, 18.	[640, 1480, 938, 1511]
ad-bank-departments: ΤΜΗΜΑ ΤΡΑΠΕΖΙΚΟΝ—ΤΜΗΜΑ ΕΜΠΟΡΙΚΟΝ καὶ ΑΣΦΑΛΕΙΩΝ—ΤΜΗΜΑ ΔΙΚΑΣΤΙΚΟΝ	[1224, 674, 1436, 719]
paragraph: Ὅλοι οὗτοι κατηρτίσθη τὸ Κομιτάτον τὸ ὁποῖον ἀπέστειλε παρὰ τῇ Α. Μ. τῇ Βασιλίσσῃ μας.	[341, 1030, 621, 1077]
rate-value: 5 1/2 ο/ο	[1395, 854, 1450, 870]
newspaper-name: ΕΜΠΡΟΣ	[688, 6, 827, 37]
rate-value: 3 1/2 ο/ο	[1395, 773, 1450, 788]
paragraph: Ἡ καθ᾽ ὅλην τὴν Ἑλλάδα καὶ Ἀνατολὴν γνωστὴ ὡς ἡ ἀρίστη καὶ ἀκινδυνοτέρα ΒΑΦΗ ΤΡΙΧΩΝ δὲν εἶναι δυνατὸν νὰ συναγωνισθῇ μὲ καμμίαν ἄλλην. Ἐκ τοῦ φαρμακείου ΠΑΠΑΖΗΤΗ ὁδὸς Μητροπόλεως 60 Ἀθῆναι.	[640, 1148, 938, 1229]
paragraph: Οὕτω μὲ δραχ. 1.30 παρέχεται καθ᾽ ἑκάστην μεσημβρίαν μόνον τὸ κατωτέρω Menu καὶ τοῦ ὁποίου συμπεριλαμβάνεται.	[640, 290, 938, 338]
rate-term: πρώτην ζήτησιν	[1211, 773, 1311, 788]
ad-neos-title: ΝΕΟΣΣΥΝΑΙΚΟΣΣΑΦΗΣ	[996, 909, 1146, 925]
paragraph: Ὅλων τῶν μεγεθῶν καὶ σχεδίων ἔχει ἐτοιμάσει ἀπὸ τὰ στερεότερα ὑφάσματα ὁ ἐνεργητικὸς τοῦ 1906 ἐμπορορραπτικὸς οἶκος	[640, 782, 938, 831]
portrait-illustration	[640, 1004, 731, 1148]
price-row	[1201, 239, 1459, 255]
headline-patriotism: Ο ΠΑΤΡΙΩΤΙΣΜΟΣ ΤΩΝ ΜΙΚΡΟΚΟΠΙΚΩΝ ΝΗΣΩΝ	[62, 633, 317, 716]
ad-hair-dye-name: ΠΑΠΑΖΗΤΗ	[791, 1033, 886, 1053]
ad-reward-title: Η ΑΜΟΙΒΗ ΕΙΣ ΤΟΝ ΠΡΩΤΟΝ	[1217, 1322, 1444, 1378]
section-heading: ΠΟΙΟΙ ΟΙ ΛΟΓΟΙ	[122, 557, 257, 575]
price-value: 1.50	[1422, 240, 1450, 255]
ad-bank-agencies: ΠΡΑΚΤΟΡΕΙΑ ἐν Αἰγίῳ, Ναυπλίῳ καὶ Ἀμαλιάδι.	[1216, 586, 1445, 620]
ad-stoves-title: ΘΕΡΜΑΣΤΡΑΙ	[978, 502, 1164, 534]
ad-hair-dye-title: ΒΑΦΗ ΤΡΙΧΩΝ	[772, 1009, 905, 1031]
ad-syphilis-title: ΣΥΦΙΛΙΔΙΚΑ	[984, 976, 1158, 1011]
